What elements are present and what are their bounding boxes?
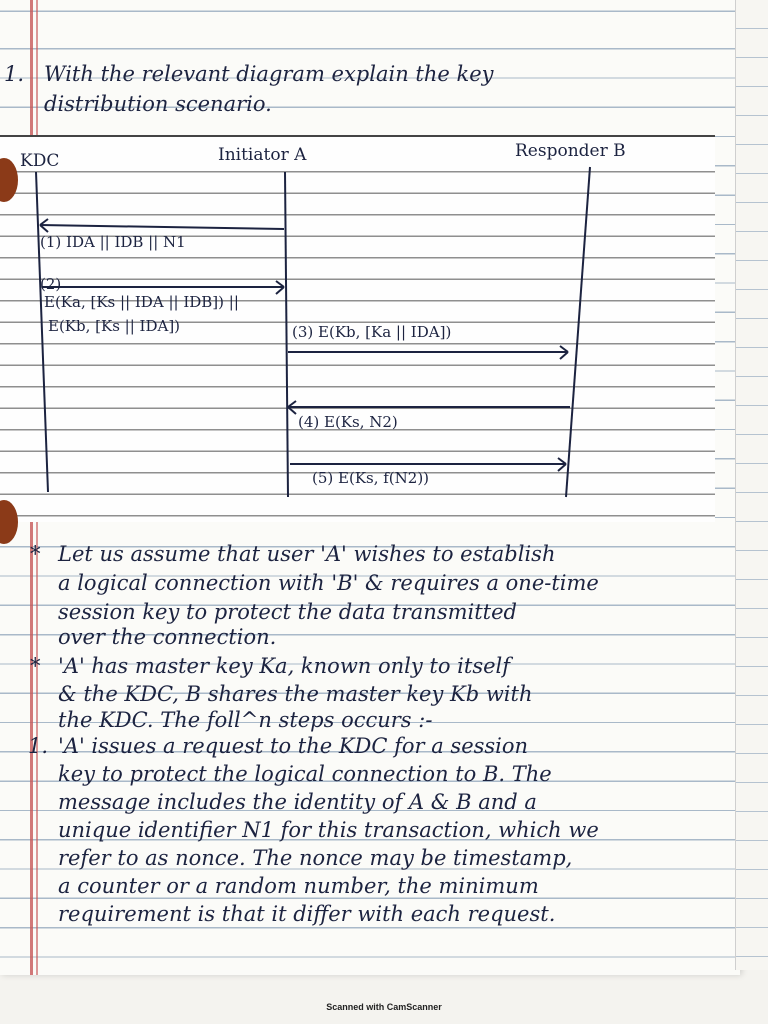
arrow-step1 bbox=[40, 225, 284, 229]
body-line: requirement is that it differ with each request. bbox=[58, 902, 556, 926]
initiator-lifeline bbox=[285, 172, 288, 497]
question-number: 1. bbox=[4, 62, 25, 86]
step1-label: (1) IDA || IDB || N1 bbox=[40, 233, 186, 251]
step2-number: (2) bbox=[40, 275, 62, 293]
body-line: over the connection. bbox=[58, 625, 277, 649]
step2-line-2: E(Kb, [Ks || IDA]) bbox=[48, 317, 181, 335]
initiator-label: Initiator A bbox=[218, 145, 307, 165]
kdc-label: KDC bbox=[20, 151, 60, 171]
body-line: a counter or a random number, the minimum bbox=[58, 874, 539, 898]
body-line: Let us assume that user 'A' wishes to establish bbox=[58, 542, 556, 566]
body-line: a logical connection with 'B' & requires a one-time bbox=[58, 571, 599, 595]
body-line: 'A' issues a request to the KDC for a session bbox=[58, 734, 529, 758]
step3-label: (3) E(Kb, [Ka || IDA]) bbox=[292, 323, 452, 341]
responder-lifeline bbox=[566, 167, 590, 497]
body-line: & the KDC, B shares the master key Kb with bbox=[58, 682, 533, 706]
scanner-watermark: Scanned with CamScanner bbox=[326, 1002, 442, 1012]
body-line: refer to as nonce. The nonce may be timestamp, bbox=[58, 846, 573, 870]
body-line: the KDC. The foll^n steps occurs :- bbox=[58, 708, 433, 732]
responder-label: Responder B bbox=[515, 141, 626, 161]
step5-label: (5) E(Ks, f(N2)) bbox=[312, 469, 430, 487]
body-line: session key to protect the data transmitted bbox=[58, 600, 517, 624]
body-line: unique identifier N1 for this transaction, which we bbox=[58, 818, 599, 842]
step4-label: (4) E(Ks, N2) bbox=[298, 413, 398, 431]
bullet: * bbox=[30, 542, 41, 566]
step2-line-1: E(Ka, [Ks || IDA || IDB]) || bbox=[44, 293, 239, 311]
body-line: key to protect the logical connection to B. The bbox=[58, 762, 552, 786]
bullet: 1. bbox=[28, 734, 49, 758]
body-line: 'A' has master key Ka, known only to itself bbox=[58, 654, 511, 678]
question-line-1: With the relevant diagram explain the key bbox=[44, 62, 494, 86]
next-page-edge bbox=[735, 0, 768, 970]
body-line: message includes the identity of A & B and a bbox=[58, 790, 537, 814]
question-line-2: distribution scenario. bbox=[44, 92, 272, 116]
bullet: * bbox=[30, 654, 41, 678]
key-distribution-diagram bbox=[0, 135, 715, 522]
